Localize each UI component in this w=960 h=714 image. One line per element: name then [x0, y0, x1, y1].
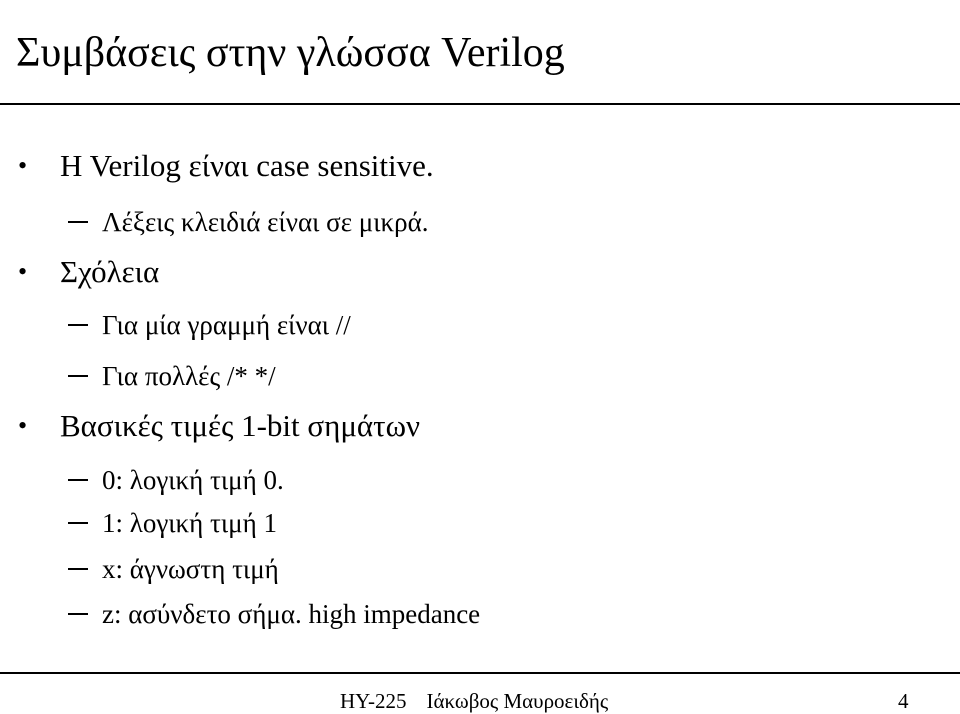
footer-author: Ιάκωβος Μαυροειδής — [426, 689, 609, 713]
footer-text — [340, 688, 608, 714]
sub-item: x: άγνωστη τιμή — [102, 554, 279, 584]
slide-title: Συμβάσεις στην γλώσσα Verilog — [16, 30, 565, 76]
dash-marker — [68, 221, 88, 223]
footer-rule — [0, 672, 960, 674]
title-rule — [0, 103, 960, 105]
bullet-item: Βασικές τιμές 1-bit σημάτων — [60, 408, 421, 443]
sub-item: 1: λογική τιμή 1 — [102, 508, 277, 538]
footer-course: ΗΥ-225 — [340, 689, 407, 713]
dash-marker — [68, 324, 88, 326]
sub-item: 0: λογική τιμή 0. — [102, 465, 284, 495]
bullet-item: H Verilog είναι case sensitive. — [60, 148, 434, 183]
sub-item: Λέξεις κλειδιά είναι σε μικρά. — [102, 207, 429, 237]
bullet-marker: • — [18, 411, 28, 440]
page-number: 4 — [898, 689, 909, 713]
dash-marker — [68, 522, 88, 524]
dash-marker — [68, 613, 88, 615]
bullet-marker: • — [18, 151, 28, 180]
sub-item: Για πολλές /* */ — [102, 361, 276, 391]
sub-item: z: ασύνδετο σήμα. high impedance — [102, 599, 481, 629]
dash-marker — [68, 375, 88, 377]
bullet-marker: • — [18, 257, 28, 286]
sub-item: Για μία γραμμή είναι // — [102, 310, 351, 340]
bullet-item: Σχόλεια — [60, 254, 160, 289]
dash-marker — [68, 479, 88, 481]
dash-marker — [68, 568, 88, 570]
